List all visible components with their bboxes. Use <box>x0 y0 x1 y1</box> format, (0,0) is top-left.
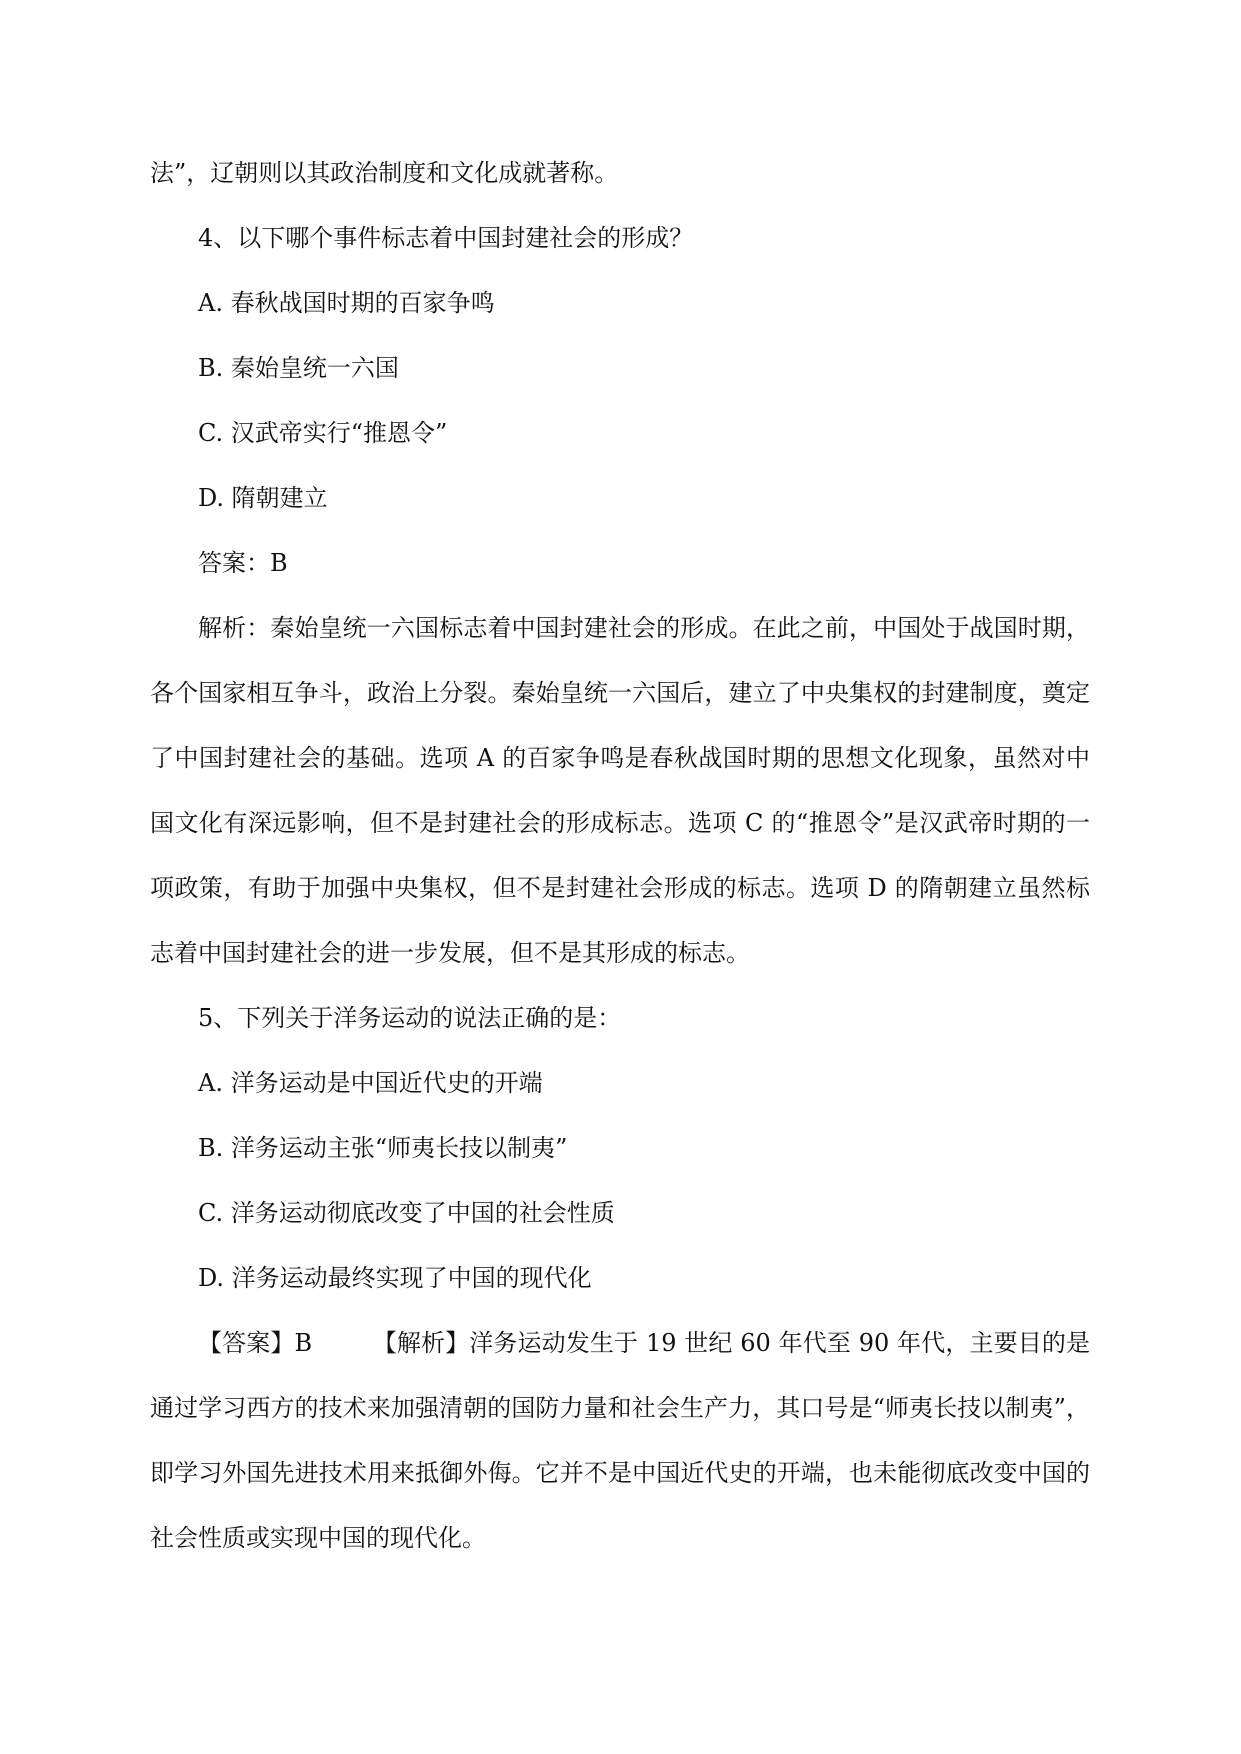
q5-option-d: D. 洋务运动最终实现了中国的现代化 <box>198 1264 592 1292</box>
document-body <box>150 141 1090 1571</box>
q4-explanation: 解析：秦始皇统一六国标志着中国封建社会的形成。在此之前，中国处于战国时期，各个国家相互争斗，政治上分裂。秦始皇统一六国后，建立了中央集权的封建制度，奠定了中国封建社会的基础。选项 A 的百家争鸣是春秋战国时期的思想文化现象，虽然对中国文化有深远影响，但不是封建社会的形成标志。选项 C 的“推恩令”是汉武帝时期的一项政策，有助于加强中央集权，但不是封建社会形成的标志。选项 D 的隋朝建立虽然标志着中国封建社会的进一步发展，但不是其形成的标志。 <box>150 614 1090 967</box>
q5-option-a: A. 洋务运动是中国近代史的开端 <box>198 1069 543 1097</box>
q5-answer-explanation: 【答案】B 【解析】洋务运动发生于 19 世纪 60 年代至 90 年代，主要目的是通过学习西方的技术来加强清朝的国防力量和社会生产力，其口号是“师夷长技以制夷”，即学习外国先进技术用来抵御外侮。它并不是中国近代史的开端，也未能彻底改变中国的社会性质或实现中国的现代化。 <box>150 1329 1090 1552</box>
q4-answer: 答案：B <box>198 549 288 577</box>
continued-line: 法”，辽朝则以其政治制度和文化成就著称。 <box>150 159 619 187</box>
q5-option-c: C. 洋务运动彻底改变了中国的社会性质 <box>198 1199 615 1227</box>
q4-option-b: B. 秦始皇统一六国 <box>198 354 399 382</box>
question-4: 4、以下哪个事件标志着中国封建社会的形成？ <box>198 224 694 252</box>
question-5: 5、下列关于洋务运动的说法正确的是： <box>198 1004 622 1032</box>
q4-option-c: C. 汉武帝实行“推恩令” <box>198 419 448 447</box>
q4-option-a: A. 春秋战国时期的百家争鸣 <box>198 289 495 317</box>
q4-option-d: D. 隋朝建立 <box>198 484 328 512</box>
q5-option-b: B. 洋务运动主张“师夷长技以制夷” <box>198 1134 568 1162</box>
